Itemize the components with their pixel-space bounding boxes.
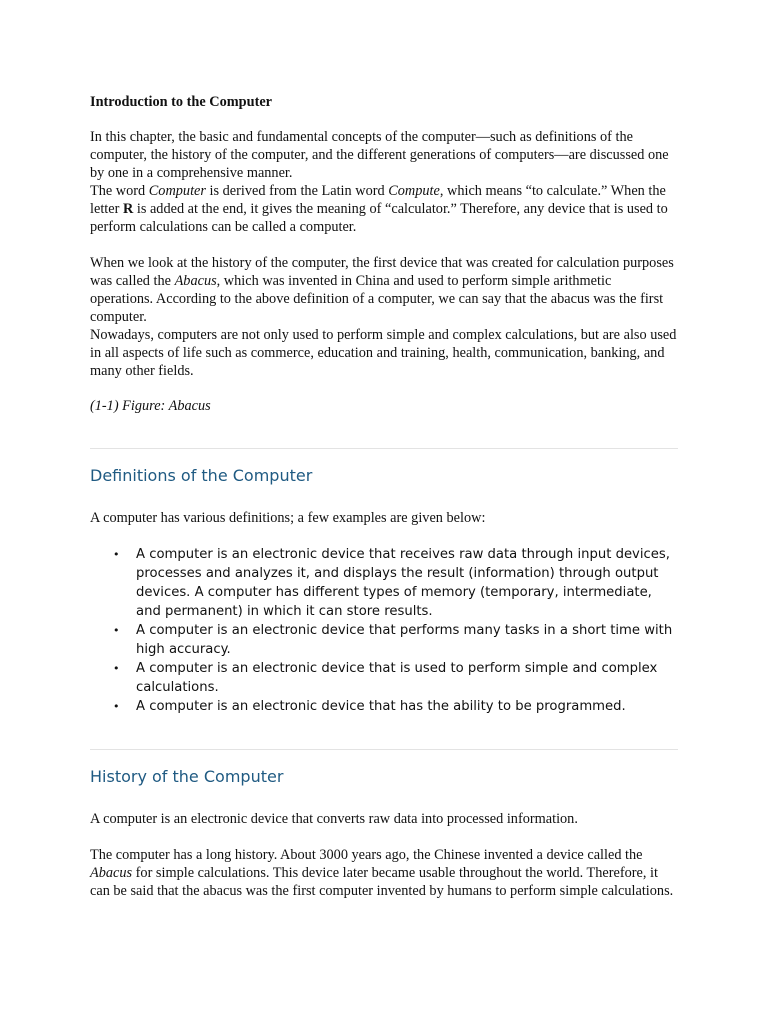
definitions-heading: Definitions of the Computer	[90, 466, 313, 485]
history-intro-paragraph-2: Nowadays, computers are not only used to perform simple and complex calculations, but are also used in all aspects of life such as commerce, education and training, health, communication, banking, and many other fields.	[90, 327, 677, 379]
history-intro-paragraph-1	[90, 254, 678, 326]
text-run: The computer has a long history. About 3000 years ago, the Chinese invented a device called the	[90, 847, 643, 863]
definitions-intro: A computer has various definitions; a few examples are given below:	[90, 510, 486, 526]
term-abacus: Abacus	[174, 273, 217, 289]
history-intro: A computer is an electronic device that converts raw data into processed information.	[90, 811, 578, 827]
history-intro-section	[90, 254, 678, 380]
list-item-text: A computer is an electronic device that has the ability to be programmed.	[136, 699, 626, 714]
bullet-icon: •	[113, 700, 120, 713]
bullet-icon: •	[113, 662, 120, 675]
bullet-icon: •	[113, 548, 120, 561]
list-item	[90, 545, 678, 621]
list-item	[90, 621, 678, 659]
term-compute: Compute	[388, 183, 440, 199]
letter-r: R	[122, 201, 134, 217]
text-run: , which was invented in China and used to perform simple arithmetic operations. According to the above definition of a computer, we can say that the abacus was the first computer.	[90, 273, 664, 325]
term-abacus: Abacus	[90, 865, 133, 881]
text-run: is added at the end, it gives the meaning of “calculator.” Therefore, any device that is used to perform calculations can be called a computer.	[90, 201, 668, 235]
intro-paragraph-1: In this chapter, the basic and fundamental concepts of the computer—such as definitions of the computer, the history of the computer, and the different generations of computers—are discussed one by one in a comprehensive manner.	[90, 129, 669, 181]
list-item	[90, 659, 678, 697]
section-divider	[90, 448, 678, 449]
intro-paragraph-2	[90, 182, 678, 236]
list-item-text: A computer is an electronic device that is used to perform simple and complex calculations.	[136, 661, 658, 695]
list-item	[90, 697, 678, 716]
text-run: When we look at the history of the computer, the first device that was created for calculation purposes was called the	[90, 255, 674, 289]
text-run: The word	[90, 183, 149, 199]
section-divider	[90, 749, 678, 750]
list-item-text: A computer is an electronic device that receives raw data through input devices, processes and analyzes it, and displays the result (information) through output devices. A computer has different types of memory (temporary, intermediate, and permanent) in which it can store results.	[136, 547, 670, 619]
list-item-text: A computer is an electronic device that performs many tasks in a short time with high accuracy.	[136, 623, 673, 657]
text-run: is derived from the Latin word	[205, 183, 389, 199]
text-run: for simple calculations. This device later became usable throughout the world. Therefore, it can be said that the abacus was the first computer invented by humans to perform simple calculations.	[90, 865, 674, 899]
text-run: , which means “to calculate.” When the letter	[90, 183, 666, 217]
history-paragraph	[90, 846, 678, 900]
history-heading: History of the Computer	[90, 767, 284, 786]
term-computer: Computer	[148, 183, 206, 199]
document-title: Introduction to the Computer	[90, 94, 273, 110]
definitions-list	[90, 545, 678, 716]
figure-caption: (1-1) Figure: Abacus	[90, 398, 211, 414]
intro-section	[90, 128, 678, 236]
bullet-icon: •	[113, 624, 120, 637]
